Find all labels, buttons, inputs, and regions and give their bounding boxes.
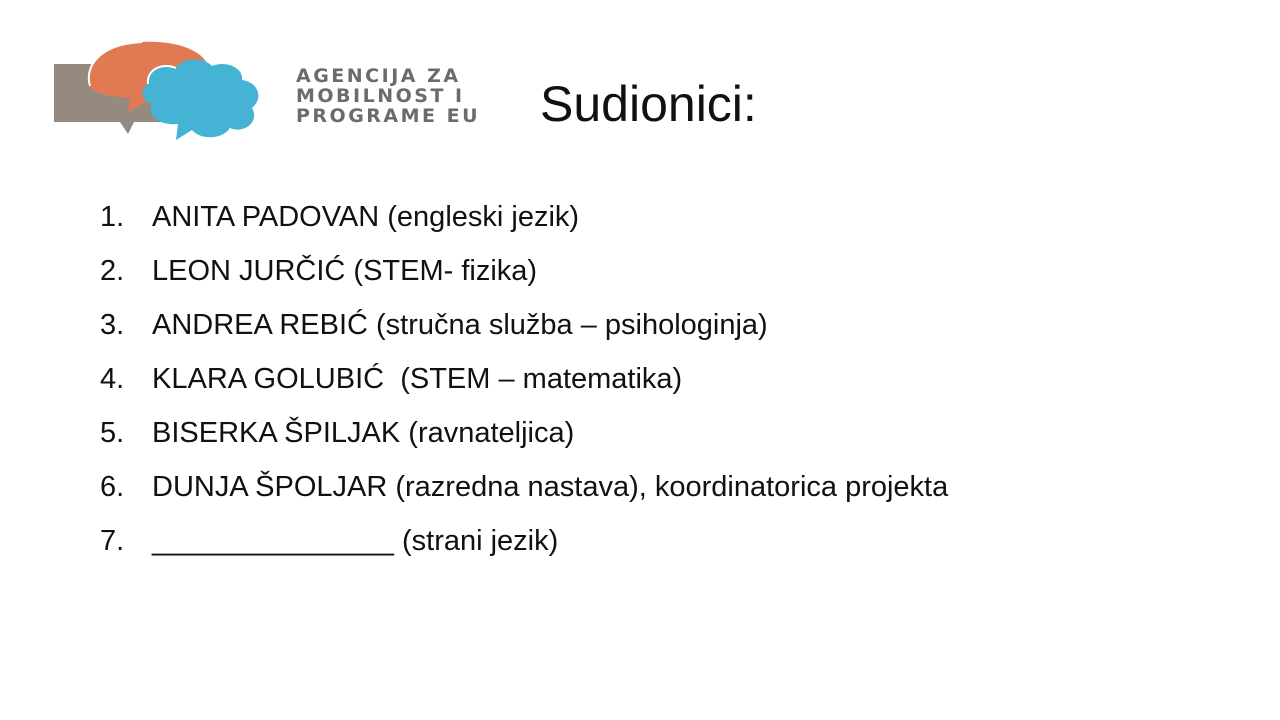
agency-logo-text	[296, 66, 526, 126]
list-item-number: 1.	[100, 201, 125, 233]
list-item-number: 4.	[100, 363, 125, 395]
slide-title: Sudionici:	[540, 76, 757, 132]
logo-line: MOBILNOST I	[296, 85, 465, 107]
list-item	[100, 298, 1200, 352]
list-item	[100, 406, 1200, 460]
list-item-number: 2.	[100, 255, 125, 287]
list-item-text: ANITA PADOVAN (engleski jezik)	[152, 201, 580, 233]
list-item	[100, 190, 1200, 244]
list-item-number: 7.	[100, 525, 125, 557]
speech-bubbles-logo-icon	[50, 36, 290, 146]
list-item	[100, 514, 1200, 568]
agency-logo	[50, 36, 520, 146]
list-item-text: BISERKA ŠPILJAK (ravnateljica)	[152, 417, 575, 449]
list-item-text: ANDREA REBIĆ (stručna služba – psihologinja)	[152, 309, 768, 341]
list-item-text: _______________ (strani jezik)	[152, 525, 559, 557]
list-item-number: 3.	[100, 309, 125, 341]
participants-list	[100, 190, 1200, 568]
list-item	[100, 244, 1200, 298]
list-item	[100, 352, 1200, 406]
list-item-text: DUNJA ŠPOLJAR (razredna nastava), koordinatorica projekta	[152, 471, 949, 503]
list-item-text: LEON JURČIĆ (STEM- fizika)	[152, 255, 538, 287]
list-item-number: 5.	[100, 417, 125, 449]
list-item-text: KLARA GOLUBIĆ (STEM – matematika)	[152, 363, 683, 395]
list-item	[100, 460, 1200, 514]
logo-line: PROGRAME EU	[296, 105, 481, 127]
list-item-number: 6.	[100, 471, 125, 503]
logo-line: AGENCIJA ZA	[296, 65, 461, 87]
